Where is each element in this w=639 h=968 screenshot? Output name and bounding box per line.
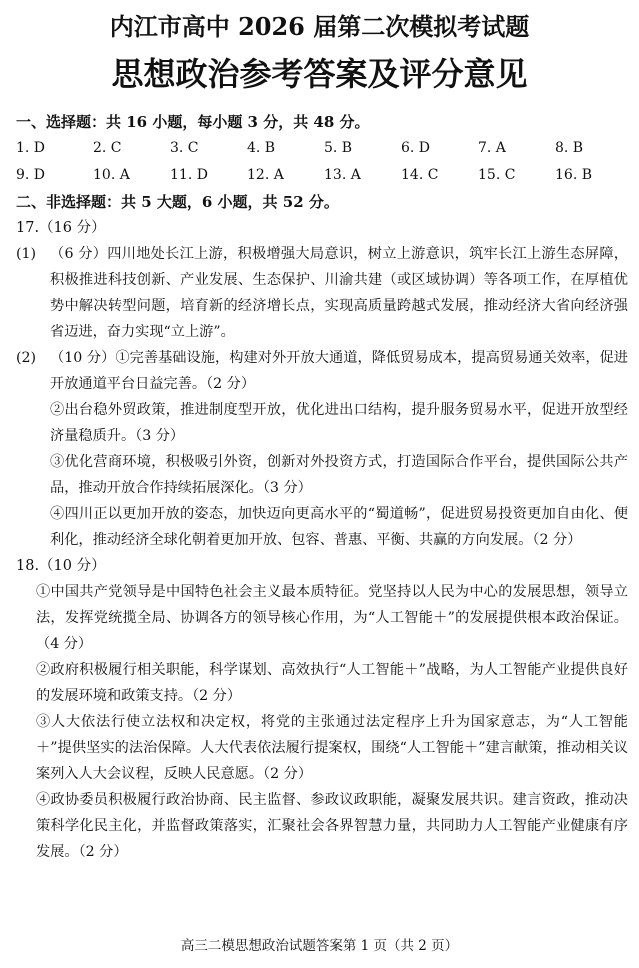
answer-item: 13. A	[324, 167, 361, 183]
answer-point: ①中国共产党领导是中国特色社会主义最本质特征。党坚持以人民为中心的发展思想，领导立法，发挥党统揽全局、协调各方的领导核心作用，为“人工智能＋”的发展提供根本政治保证。（4 分）	[36, 584, 628, 652]
answer-item: 1. D	[16, 140, 46, 156]
answer-row	[16, 162, 628, 189]
answer-point	[16, 397, 628, 449]
answer-item: 16. B	[555, 167, 593, 183]
part-text: （6 分）四川地处长江上游，积极增强大局意识，树立上游意识，筑牢长江上游生态屏障，积极推进科技创新、产业发展、生态保护、川渝共建（或区域协调）等各项工作，在厚植优势中解决转型问题，培育新的经济增长点，实现高质量跨越式发展，推动经济大省向经济强省迈进，奋力实现“立上游”。	[50, 246, 628, 340]
answer-item: 7. A	[478, 140, 506, 156]
section-choice-heading: 一、选择题：共 16 小题，每小题 3 分，共 48 分。	[16, 113, 370, 131]
answer-item: 6. D	[401, 140, 431, 156]
answer-point	[16, 449, 628, 501]
answer-key-title: 思想政治参考答案及评分意见	[111, 55, 528, 93]
answer-item: 10. A	[93, 167, 130, 183]
answer-point: ②政府积极履行相关职能，科学谋划、高效执行“人工智能＋”战略，为人工智能产业提供良好的发展环境和政策支持。（2 分）	[36, 662, 628, 704]
answer-item: 5. B	[324, 140, 353, 156]
question-17-part-1	[16, 241, 628, 345]
answer-content	[16, 109, 628, 865]
section-nonchoice-heading: 二、非选择题：共 5 大题，6 小题，共 52 分。	[16, 193, 339, 211]
answer-item: 11. D	[170, 167, 208, 183]
answer-row	[16, 135, 628, 162]
answer-point: ③人大依法行使立法权和决定权，将党的主张通过法定程序上升为国家意志，为“人工智能＋”提供坚实的法治保障。人大代表依法履行提案权，围绕“人工智能＋”建言献策，推动相关议案列入人大会议程，反映人民意愿。（2 分）	[36, 714, 628, 782]
answer-point: ④政协委员积极履行政治协商、民主监督、参政议政职能，凝聚发展共识。建言资政，推动决策科学化民主化，并监督政策落实，汇聚社会各界智慧力量，共同助力人工智能产业健康有序发展。（2 分）	[36, 792, 628, 860]
question-18-label: 18.（10 分）	[16, 558, 106, 574]
exam-title: 内江市高中 2026 届第二次模拟考试题	[109, 12, 530, 41]
part-marker: (2)	[16, 350, 37, 366]
answer-item: 8. B	[555, 140, 584, 156]
answer-point	[16, 501, 628, 553]
answer-item: 14. C	[401, 167, 439, 183]
answer-item: 9. D	[16, 167, 46, 183]
answer-item: 3. C	[170, 140, 199, 156]
answer-item: 12. A	[247, 167, 284, 183]
point-text: ②出台稳外贸政策，推进制度型开放，优化进出口结构，提升服务贸易水平，促进开放型经济量稳质升。（3 分）	[50, 402, 628, 444]
part-text: （10 分）①完善基础设施，构建对外开放大通道，降低贸易成本，提高贸易通关效率，促进开放通道平台日益完善。（2 分）	[50, 350, 628, 392]
point-text: ③优化营商环境，积极吸引外资，创新对外投资方式，打造国际合作平台，提供国际公共产品，推动开放合作持续拓展深化。（3 分）	[50, 454, 628, 496]
answer-item: 15. C	[478, 167, 516, 183]
point-text: ④四川正以更加开放的姿态，加快迈向更高水平的“蜀道畅”，促进贸易投资更加自由化、便利化，推动经济全球化朝着更加开放、包容、普惠、平衡、共赢的方向发展。（2 分）	[50, 506, 628, 548]
part-marker: (1)	[16, 246, 37, 262]
question-17-part-2	[16, 345, 628, 397]
question-17-label: 17.（16 分）	[16, 220, 106, 236]
answer-item: 2. C	[93, 140, 122, 156]
page-footer: 高三二模思想政治试题答案第 1 页（共 2 页）	[180, 938, 459, 954]
answer-item: 4. B	[247, 140, 276, 156]
